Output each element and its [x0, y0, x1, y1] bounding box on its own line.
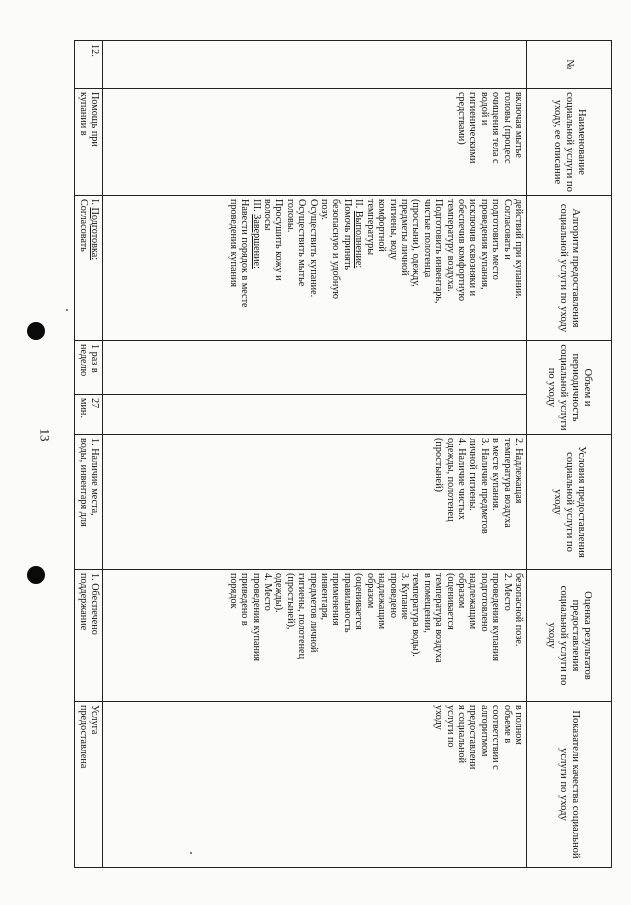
cell-line: (оценивается [444, 573, 456, 630]
cell-line: уходу [433, 705, 445, 730]
page-number: 13 [37, 428, 53, 442]
cell-line: Просушить кожу и [273, 199, 285, 281]
cell-line: (простыней), [284, 573, 296, 630]
cell-line: 4. Наличие чистых [455, 438, 467, 520]
cell-line: комфортной [376, 199, 388, 252]
cell-line: головы (процесс [501, 92, 513, 164]
cell-line: включая мытье [513, 92, 524, 158]
cell-line: I. Подготовка: [89, 199, 100, 261]
cell-line: Услуга [89, 705, 100, 735]
cont-number [103, 41, 527, 89]
cell-line: чистые полотенца [421, 199, 433, 278]
cell-line: применения [330, 573, 342, 626]
cell-line: услуги по [444, 705, 456, 748]
row12-conditions [75, 435, 103, 570]
cell-line: в помещении, [421, 573, 433, 633]
cell-line: Согласовать [77, 199, 89, 252]
cell-line: образом [364, 573, 376, 609]
cell-line: образом [455, 573, 467, 609]
cell-line: надлежащим [376, 573, 388, 630]
cell-line: приведено в [239, 573, 251, 626]
cell-line: предоставлена [77, 705, 89, 769]
cell-line: проведения купания, [478, 199, 490, 290]
cell-line: подготовить место [490, 199, 502, 280]
cell-line: 1 раз в [89, 344, 100, 373]
cell-line: Навести порядок в месте [239, 199, 251, 308]
row12-number: 12. [75, 41, 103, 89]
row12-name [75, 89, 103, 196]
cont-frequency [103, 341, 527, 395]
cell-line: проведения купания [490, 573, 502, 662]
cell-line: (простыни), одежду, [410, 199, 422, 287]
cell-line: проведения купания [250, 573, 262, 662]
cell-line: неделю [77, 344, 89, 377]
cell-line: обеспечив комфортную [455, 199, 467, 302]
cont-duration [103, 395, 527, 435]
cell-line: температуру воздуха. [444, 199, 456, 292]
cell-line: алгоритмом [478, 705, 490, 757]
cell-line: головы. [284, 199, 296, 233]
cell-line: исключив сквозняки и [467, 199, 479, 297]
cell-line: в полном [513, 705, 524, 745]
cell-line: объеме в [501, 705, 513, 744]
row12-algorithm [75, 196, 103, 341]
cell-line: в месте купания. [490, 438, 502, 511]
cell-line: я социальной [455, 705, 467, 764]
cell-line: (простыней) [433, 438, 445, 492]
cell-line: безопасную и удобную [330, 199, 342, 300]
row12-duration [75, 395, 103, 435]
cell-line: 2. Место [501, 573, 513, 611]
cell-line: очищения тела с [490, 92, 502, 164]
cell-line: Подготовить инвентарь, [433, 199, 445, 304]
cell-line: водой и [478, 92, 490, 126]
cont-name [103, 89, 527, 196]
cell-line: инвентаря, [319, 573, 331, 621]
cell-line: проведено [387, 573, 399, 619]
punch-hole-bottom [27, 566, 45, 584]
cell-line: 1. Наличие места, [89, 438, 100, 516]
cell-line: гигиены, воду [387, 199, 399, 260]
service-table-rotated [77, 40, 612, 867]
cell-line: предметы личной [398, 199, 410, 276]
cont-conditions [103, 435, 527, 570]
cell-line: личной гигиены. [467, 438, 479, 511]
cell-line: средствами) [455, 92, 467, 145]
cell-line: поддержание [77, 573, 89, 631]
cell-line: воды, инвентаря для [77, 438, 89, 527]
row12-evaluation [75, 570, 103, 702]
cont-quality [103, 702, 527, 868]
cell-line: соответствии с [490, 705, 502, 770]
cell-line: порядок [227, 573, 239, 609]
cell-line: предоставлени [467, 705, 479, 770]
cell-line: позу. [319, 199, 331, 220]
cell-line: купании в [77, 92, 89, 136]
row12-quality [75, 702, 103, 868]
continuation-row [103, 41, 527, 868]
header-quality: Показатели качества социальной услуги по уходу [527, 702, 612, 868]
cell-line: волосы [262, 199, 274, 231]
cell-line: безопасной позе. [513, 573, 524, 647]
cell-line: Согласовать и [501, 199, 513, 260]
cell-line: мин. [77, 398, 89, 418]
cell-line: предметов личной [307, 573, 319, 653]
cell-line: 3. Наличие предметов [478, 438, 490, 534]
cell-line: температуры [364, 199, 376, 256]
header-evaluation: Оценка результатов предоставления социальной услуги по уходу [527, 570, 612, 702]
cell-line: температура воздуха [501, 438, 513, 528]
cell-line: III. Завершение: [250, 199, 262, 269]
service-table-frame [77, 40, 612, 867]
cell-line: II. Выполнение: [353, 199, 365, 269]
cell-line: надлежащим [467, 573, 479, 630]
cont-evaluation [103, 570, 527, 702]
cell-line: температура воды). [410, 573, 422, 657]
header-frequency: Объем и периодичность социальной услуги по уходу [527, 341, 612, 435]
header-name: Наименование социальной услуги по уходу, ее описание [527, 89, 612, 196]
cell-line: 1. Обеспечено [89, 573, 100, 635]
cell-line: 3. Купание [398, 573, 410, 620]
cell-line: одежды). [273, 573, 285, 613]
cell-line: температура воздуха [433, 573, 445, 663]
cell-line: 4. Место [262, 573, 274, 611]
cont-algorithm [103, 196, 527, 341]
cell-line: правильность [341, 573, 353, 633]
header-algorithm: Алгоритм предоставления социальной услуги по уходу [527, 196, 612, 341]
cell-line: проведения купания [227, 199, 239, 288]
cell-line: (оценивается [353, 573, 365, 630]
cell-line: гигиены, полотенец [296, 573, 308, 660]
punch-hole-top [27, 322, 45, 340]
header-conditions: Условия предоставления социальной услуги по уходу [527, 435, 612, 570]
cell-line: одежды, полотенец [444, 438, 456, 522]
cell-line: Осуществить купание. [307, 199, 319, 298]
cell-line: действий при купании. [513, 199, 524, 299]
cell-line: подготовлено [478, 573, 490, 632]
cell-line: 27 [89, 398, 100, 409]
cell-line: Помочь принять [341, 199, 353, 271]
header-number: № [527, 41, 612, 89]
row12-frequency [75, 341, 103, 395]
service-table [74, 40, 612, 868]
cell-line: 2. Надлежащая [513, 438, 524, 504]
cell-line: Осуществить мытье [296, 199, 308, 287]
cell-line: Помощь при [89, 92, 100, 147]
cell-line: гигиеническими [467, 92, 479, 164]
scan-speck [66, 309, 68, 311]
table-row-12 [75, 41, 103, 868]
